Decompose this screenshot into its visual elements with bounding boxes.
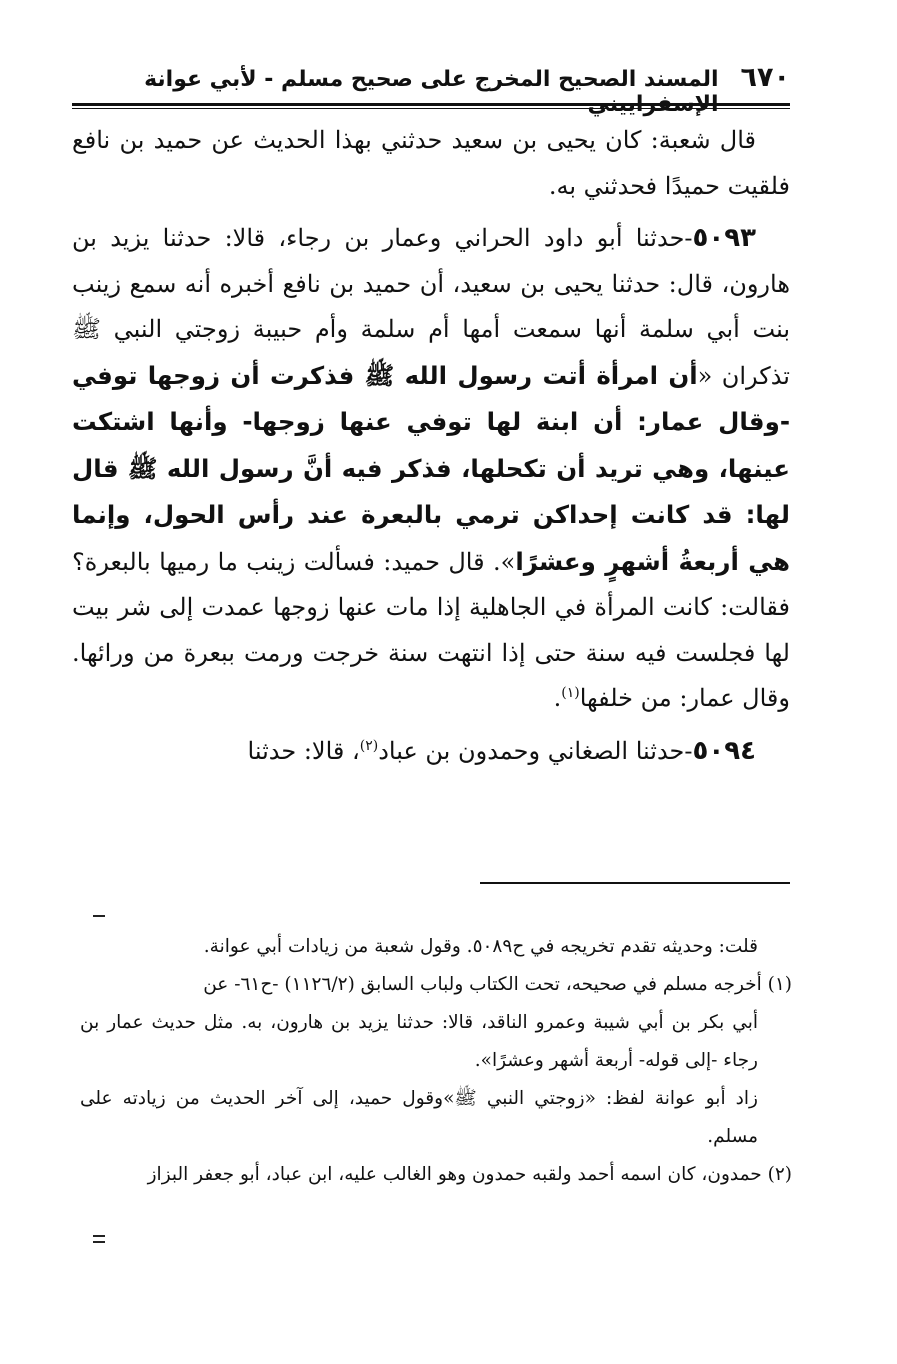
footnote-1-first-line: (١) أخرجه مسلم في صحيحه، تحت الكتاب ولباب السابق (١١٢٦/٢) -ح٦١- عن — [203, 974, 792, 995]
footnote-ref-2[interactable]: (٢) — [359, 737, 379, 754]
footnotes — [80, 928, 792, 1194]
hadith-5093-isnad: -حدثنا أبو داود الحراني وعمار بن رجاء، قالا: حدثنا يزيد بن هارون، قال: حدثنا يحيى بن سعيد، أن حميد بن نافع أخبره أنه سمع زينب بنت أبي سلمة أنها سمعت أمها أم سلمة وأم حبيبة زوجتي النبي ﷺ تذكران « — [72, 224, 790, 390]
continuation-mark-top — [93, 1235, 105, 1237]
hadith-5094-text: -حدثنا الصغاني وحمدون بن عباد — [378, 736, 693, 765]
hadith-number-5094: ٥٠٩٤ — [692, 735, 756, 766]
footnote-1-extra: زاد أبو عوانة لفظ: «زوجتي النبي ﷺ»وقول حميد، إلى آخر الحديث من زيادته على مسلم. — [80, 1088, 758, 1147]
footnote-separator — [480, 882, 790, 884]
hadith-5093-matn: أن امرأة أتت رسول الله ﷺ فذكرت أن زوجها توفي -وقال عمار: أن ابنة لها توفي عنها زوجها- وأنها اشتكت عينها، وهي تريد أن تكحلها، فذكر فيه أنَّ رسول الله ﷺ قال لها: قد كانت إحداكن ترمي بالبعرة عند رأس الحول، وإنما هي أربعةُ أشهرٍ وعشرًا — [72, 360, 790, 576]
book-title: المسند الصحيح المخرج على صحيح مسلم - لأبي عوانة — [144, 67, 719, 92]
footnote-intro: قلت: وحديثه تقدم تخريجه في ح٥٠٨٩. وقول شعبة من زيادات أبي عوانة. — [203, 936, 758, 957]
footnote-1-continuation: أبي بكر بن أبي شيبة وعمرو الناقد، قالا: حدثنا يزيد بن هارون، به. مثل حديث عمار بن رجاء -إلى قوله- أربعة أشهر وعشرًا». — [80, 1012, 758, 1071]
hadith-5093: ٥٠٩٣-حدثنا أبو داود الحراني وعمار بن رجاء، قالا: حدثنا يزيد بن هارون، قال: حدثنا يحيى بن سعيد، أن حميد بن نافع أخبره أنه سمع زينب بنت أبي سلمة أنها سمعت أمها أم سلمة وأم حبيبة زوجتي النبي ﷺ تذكران «أن امرأة أتت رسول الله ﷺ فذكرت أن زوجها توفي -وقال عمار: أن ابنة لها توفي عنها زوجها- وأنها اشتكت عينها، وهي تريد أن تكحلها، فذكر فيه أنَّ رسول الله ﷺ قال لها: قد كانت إحداكن ترمي بالبعرة عند رأس الحول، وإنما هي أربعةُ أشهرٍ وعشرًا». قال حميد: فسألت زينب ما رميها بالبعرة؟ فقالت: كانت المرأة في الجاهلية إذا مات عنها زوجها عمدت إلى شر بيت لها فجلست فيه سنة حتى إذا انتهت سنة خرجت ورمت ببعرة من ورائها. وقال عمار: من خلفها$^{(١)}$. — [72, 223, 790, 712]
hadith-5093-after: ». قال حميد: فسألت زينب ما رميها بالبعرة؟ فقالت: كانت المرأة في الجاهلية إذا مات عنها زوجها عمدت إلى شر بيت لها فجلست فيه سنة حتى إذا انتهت سنة خرجت ورمت ببعرة من ورائها. وقال عمار: من خلفها — [72, 547, 790, 712]
shuba-note-text: قال شعبة: كان يحيى بن سعيد حدثني بهذا الحديث عن حميد بن نافع فلقيت حميدًا فحدثني به. — [72, 126, 790, 200]
shuba-note — [72, 118, 790, 209]
hadith-number-5093: ٥٠٩٣ — [692, 223, 756, 253]
header-rule-thick — [72, 103, 790, 106]
footnote-2: (٢) حمدون، كان اسمه أحمد ولقبه حمدون وهو الغالب عليه، ابن عباد، أبو جعفر البزاز — [147, 1164, 792, 1185]
continuation-mark-bottom — [93, 1241, 105, 1243]
footnote-ref-1[interactable]: (١) — [561, 685, 580, 701]
hadith-5094: ٥٠٩٤-حدثنا الصغاني وحمدون بن عباد$^{(٢)}$، قالا: حدثنا — [247, 735, 756, 766]
margin-dash — [93, 915, 105, 917]
header-rule-thin — [72, 108, 790, 109]
page-number: ٦٧٠ — [740, 62, 790, 93]
main-text — [72, 118, 790, 774]
